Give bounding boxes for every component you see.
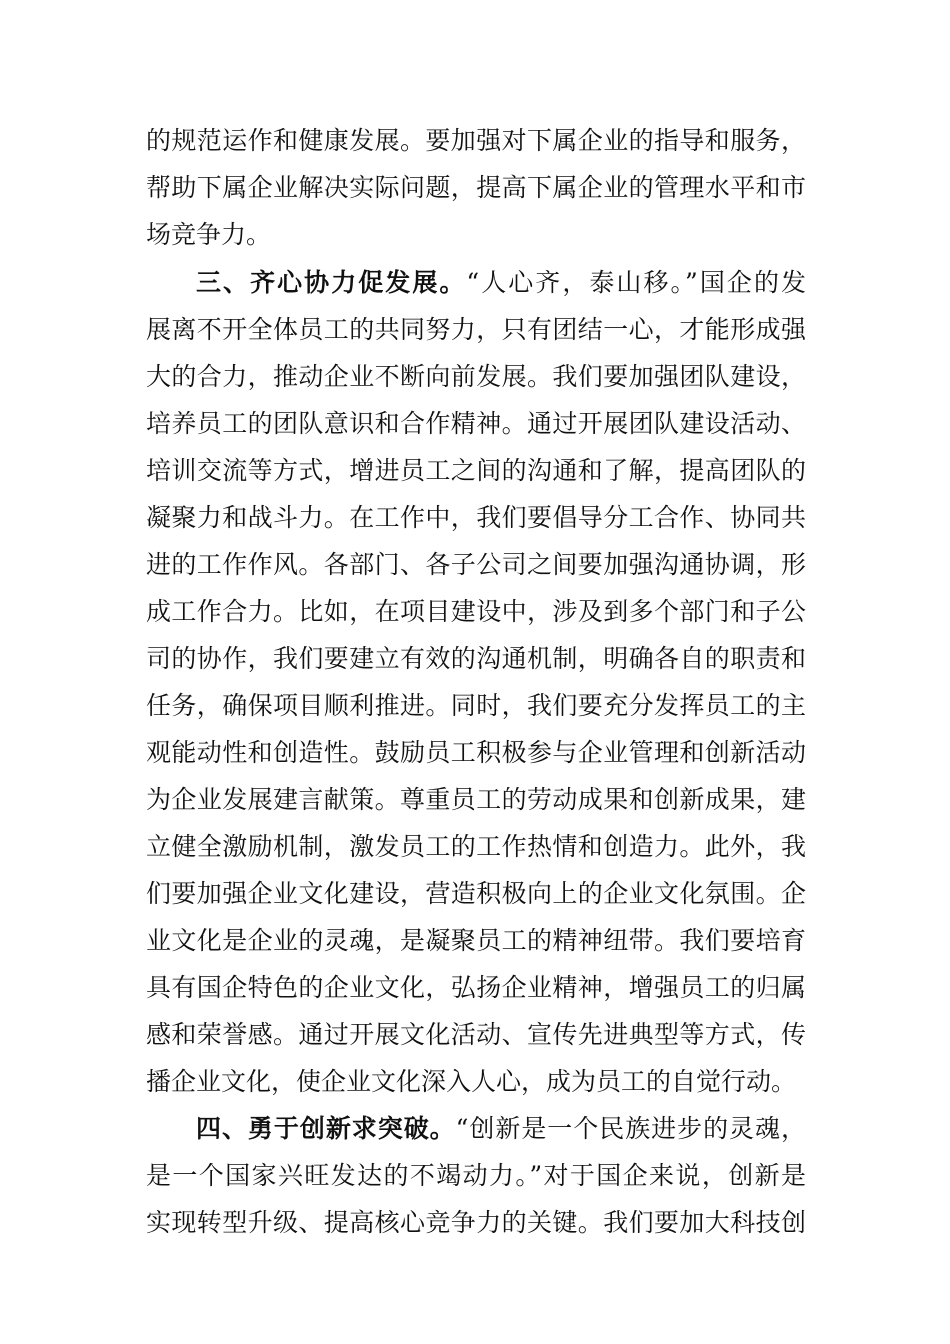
- text-line: [146, 733, 806, 773]
- line-text: 培训交流等方式，增进员工之间的沟通和了解，提高团队的: [146, 456, 806, 485]
- text-line: [146, 921, 806, 961]
- section-heading: 三、齐心协力促发展。: [196, 268, 467, 297]
- text-line: [146, 1015, 806, 1055]
- line-text: “人心齐，泰山移。”国企的发: [466, 268, 806, 297]
- text-line: [146, 592, 806, 632]
- section-heading-line: [196, 263, 806, 303]
- text-line: [146, 780, 806, 820]
- line-text: 培养员工的团队意识和合作精神。通过开展团队建设活动、: [146, 409, 806, 438]
- text-line: [146, 451, 806, 491]
- text-line: [146, 215, 806, 255]
- text-line: [146, 498, 806, 538]
- line-text: 为企业发展建言献策。尊重员工的劳动成果和创新成果，建: [146, 785, 806, 814]
- text-line: [146, 1062, 806, 1102]
- line-text: 是一个国家兴旺发达的不竭动力。”对于国企来说，创新是: [146, 1161, 806, 1190]
- line-text: 帮助下属企业解决实际问题，提高下属企业的管理水平和市: [146, 173, 806, 202]
- line-text: 大的合力，推动企业不断向前发展。我们要加强团队建设，: [146, 362, 806, 391]
- text-line: [146, 1203, 806, 1243]
- line-text: “创新是一个民族进步的灵魂，: [455, 1114, 806, 1143]
- text-line: [146, 874, 806, 914]
- line-text: 播企业文化，使企业文化深入人心，成为员工的自觉行动。: [146, 1067, 797, 1096]
- text-line: [146, 121, 806, 161]
- line-text: 感和荣誉感。通过开展文化活动、宣传先进典型等方式，传: [146, 1020, 806, 1049]
- line-text: 们要加强企业文化建设，营造积极向上的企业文化氛围。企: [146, 879, 806, 908]
- line-text: 的规范运作和健康发展。要加强对下属企业的指导和服务，: [146, 126, 806, 155]
- line-text: 观能动性和创造性。鼓励员工积极参与企业管理和创新活动: [146, 738, 806, 767]
- section-heading: 四、勇于创新求突破。: [196, 1114, 456, 1143]
- line-text: 实现转型升级、提高核心竞争力的关键。我们要加大科技创: [146, 1208, 806, 1237]
- text-line: [146, 827, 806, 867]
- line-text: 任务，确保项目顺利推进。同时，我们要充分发挥员工的主: [146, 691, 806, 720]
- line-text: 场竞争力。: [146, 220, 272, 249]
- line-text: 司的协作，我们要建立有效的沟通机制，明确各自的职责和: [146, 644, 806, 673]
- text-line: [146, 168, 806, 208]
- line-text: 展离不开全体员工的共同努力，只有团结一心，才能形成强: [146, 315, 806, 344]
- line-text: 立健全激励机制，激发员工的工作热情和创造力。此外，我: [146, 832, 806, 861]
- text-line: [146, 639, 806, 679]
- text-line: [146, 404, 806, 444]
- line-text: 成工作合力。比如，在项目建设中，涉及到多个部门和子公: [146, 597, 806, 626]
- text-line: [146, 357, 806, 397]
- text-line: [146, 968, 806, 1008]
- line-text: 具有国企特色的企业文化，弘扬企业精神，增强员工的归属: [146, 973, 806, 1002]
- line-text: 业文化是企业的灵魂，是凝聚员工的精神纽带。我们要培育: [146, 926, 806, 955]
- text-line: [146, 310, 806, 350]
- line-text: 凝聚力和战斗力。在工作中，我们要倡导分工合作、协同共: [146, 503, 806, 532]
- line-text: 进的工作作风。各部门、各子公司之间要加强沟通协调，形: [146, 550, 806, 579]
- text-line: [146, 1156, 806, 1196]
- text-line: [146, 545, 806, 585]
- text-line: [146, 686, 806, 726]
- section-heading-line: [196, 1109, 806, 1149]
